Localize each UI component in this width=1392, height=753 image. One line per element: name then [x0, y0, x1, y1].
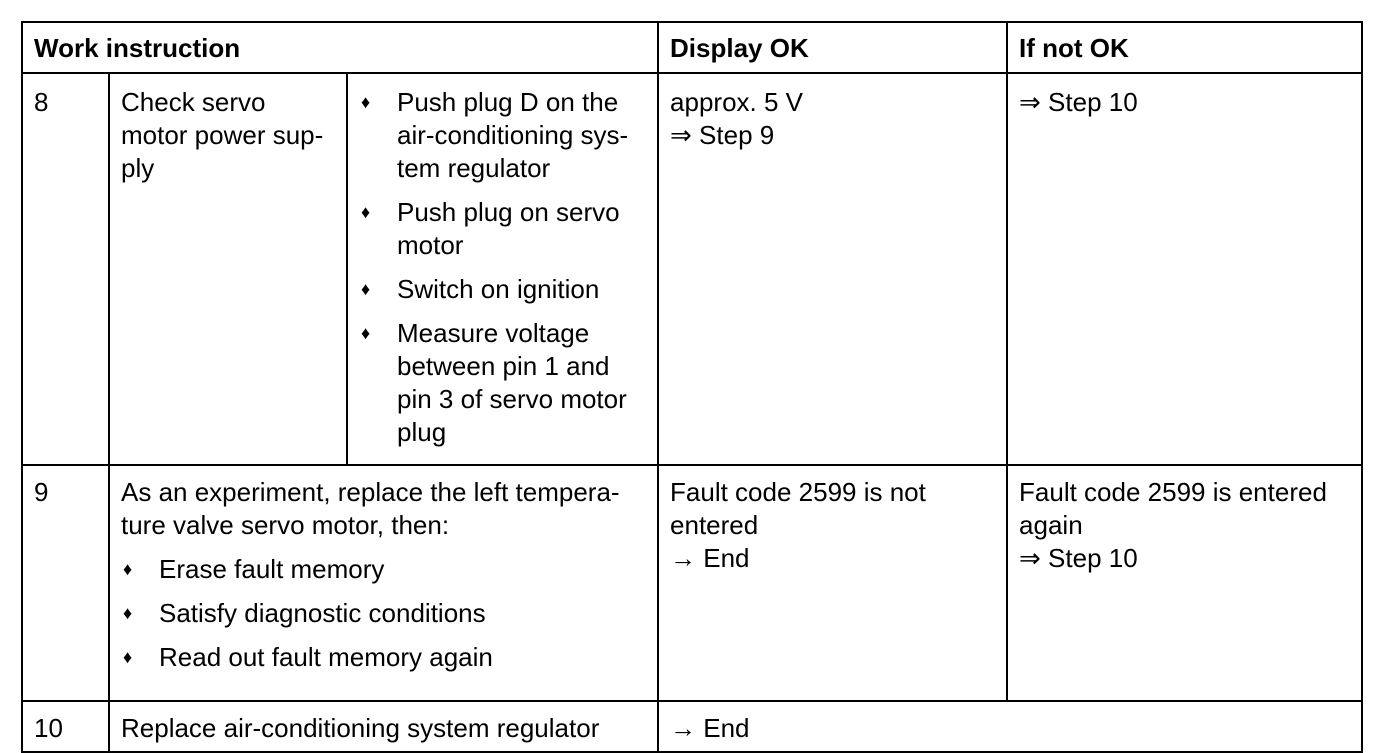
list-item — [121, 553, 646, 586]
step-number: 9 — [22, 465, 109, 701]
action-list — [359, 86, 646, 449]
if-not-ok-next: ⇒ Step 10 — [1019, 543, 1138, 573]
step-actions — [347, 73, 658, 465]
table-row-step-10 — [22, 701, 1362, 752]
if-not-ok-cell — [1007, 465, 1362, 701]
table-row-step-9 — [22, 465, 1362, 701]
list-item — [359, 317, 646, 449]
bullet-diamond-icon: ♦ — [123, 647, 133, 667]
display-ok-cell — [658, 465, 1007, 701]
table-header-row — [22, 22, 1362, 73]
if-not-ok-next: ⇒ Step 10 — [1019, 87, 1138, 117]
bullet-diamond-icon: ♦ — [361, 92, 371, 112]
action-text: Push plug on servo motor — [397, 197, 620, 260]
list-item — [121, 597, 646, 630]
step-number: 10 — [22, 701, 109, 752]
work-instruction-table — [21, 21, 1363, 753]
header-display-ok: Display OK — [658, 22, 1007, 73]
bullet-diamond-icon: ♦ — [361, 323, 371, 343]
display-ok-value: approx. 5 V — [670, 87, 804, 117]
display-ok-cell — [658, 701, 1362, 752]
display-ok-next: → End — [670, 713, 750, 743]
if-not-ok-cell — [1007, 73, 1362, 465]
step-number: 8 — [22, 73, 109, 465]
list-item — [121, 641, 646, 674]
action-text: Switch on ignition — [397, 274, 600, 304]
list-item — [359, 196, 646, 262]
bullet-diamond-icon: ♦ — [123, 603, 133, 623]
bullet-diamond-icon: ♦ — [361, 279, 371, 299]
step-instruction: Replace air-conditioning system regulator — [109, 701, 658, 752]
table-row-step-8 — [22, 73, 1362, 465]
action-text: Read out fault memory again — [159, 642, 493, 672]
if-not-ok-value: Fault code 2599 is entered again — [1019, 477, 1327, 540]
display-ok-value: Fault code 2599 is not entered — [670, 477, 926, 540]
action-text: Satisfy diagnostic conditions — [159, 598, 486, 628]
step-instruction: Check servo motor power sup-ply — [109, 73, 347, 465]
display-ok-next: → End — [670, 543, 750, 573]
step-instruction: As an experiment, replace the left tempera-ture valve servo motor, then: — [121, 477, 620, 540]
action-text: Measure voltage between pin 1 and pin 3 of servo motor plug — [397, 318, 627, 447]
bullet-diamond-icon: ♦ — [123, 559, 133, 579]
step-instruction-cell — [109, 465, 658, 701]
display-ok-next: ⇒ Step 9 — [670, 120, 775, 150]
display-ok-cell — [658, 73, 1007, 465]
action-list — [121, 553, 646, 674]
list-item — [359, 86, 646, 185]
header-if-not-ok: If not OK — [1007, 22, 1362, 73]
action-text: Push plug D on the air-conditioning sys-tem regulator — [397, 87, 629, 183]
list-item — [359, 273, 646, 306]
bullet-diamond-icon: ♦ — [361, 202, 371, 222]
header-work-instruction: Work instruction — [22, 22, 658, 73]
action-text: Erase fault memory — [159, 554, 385, 584]
